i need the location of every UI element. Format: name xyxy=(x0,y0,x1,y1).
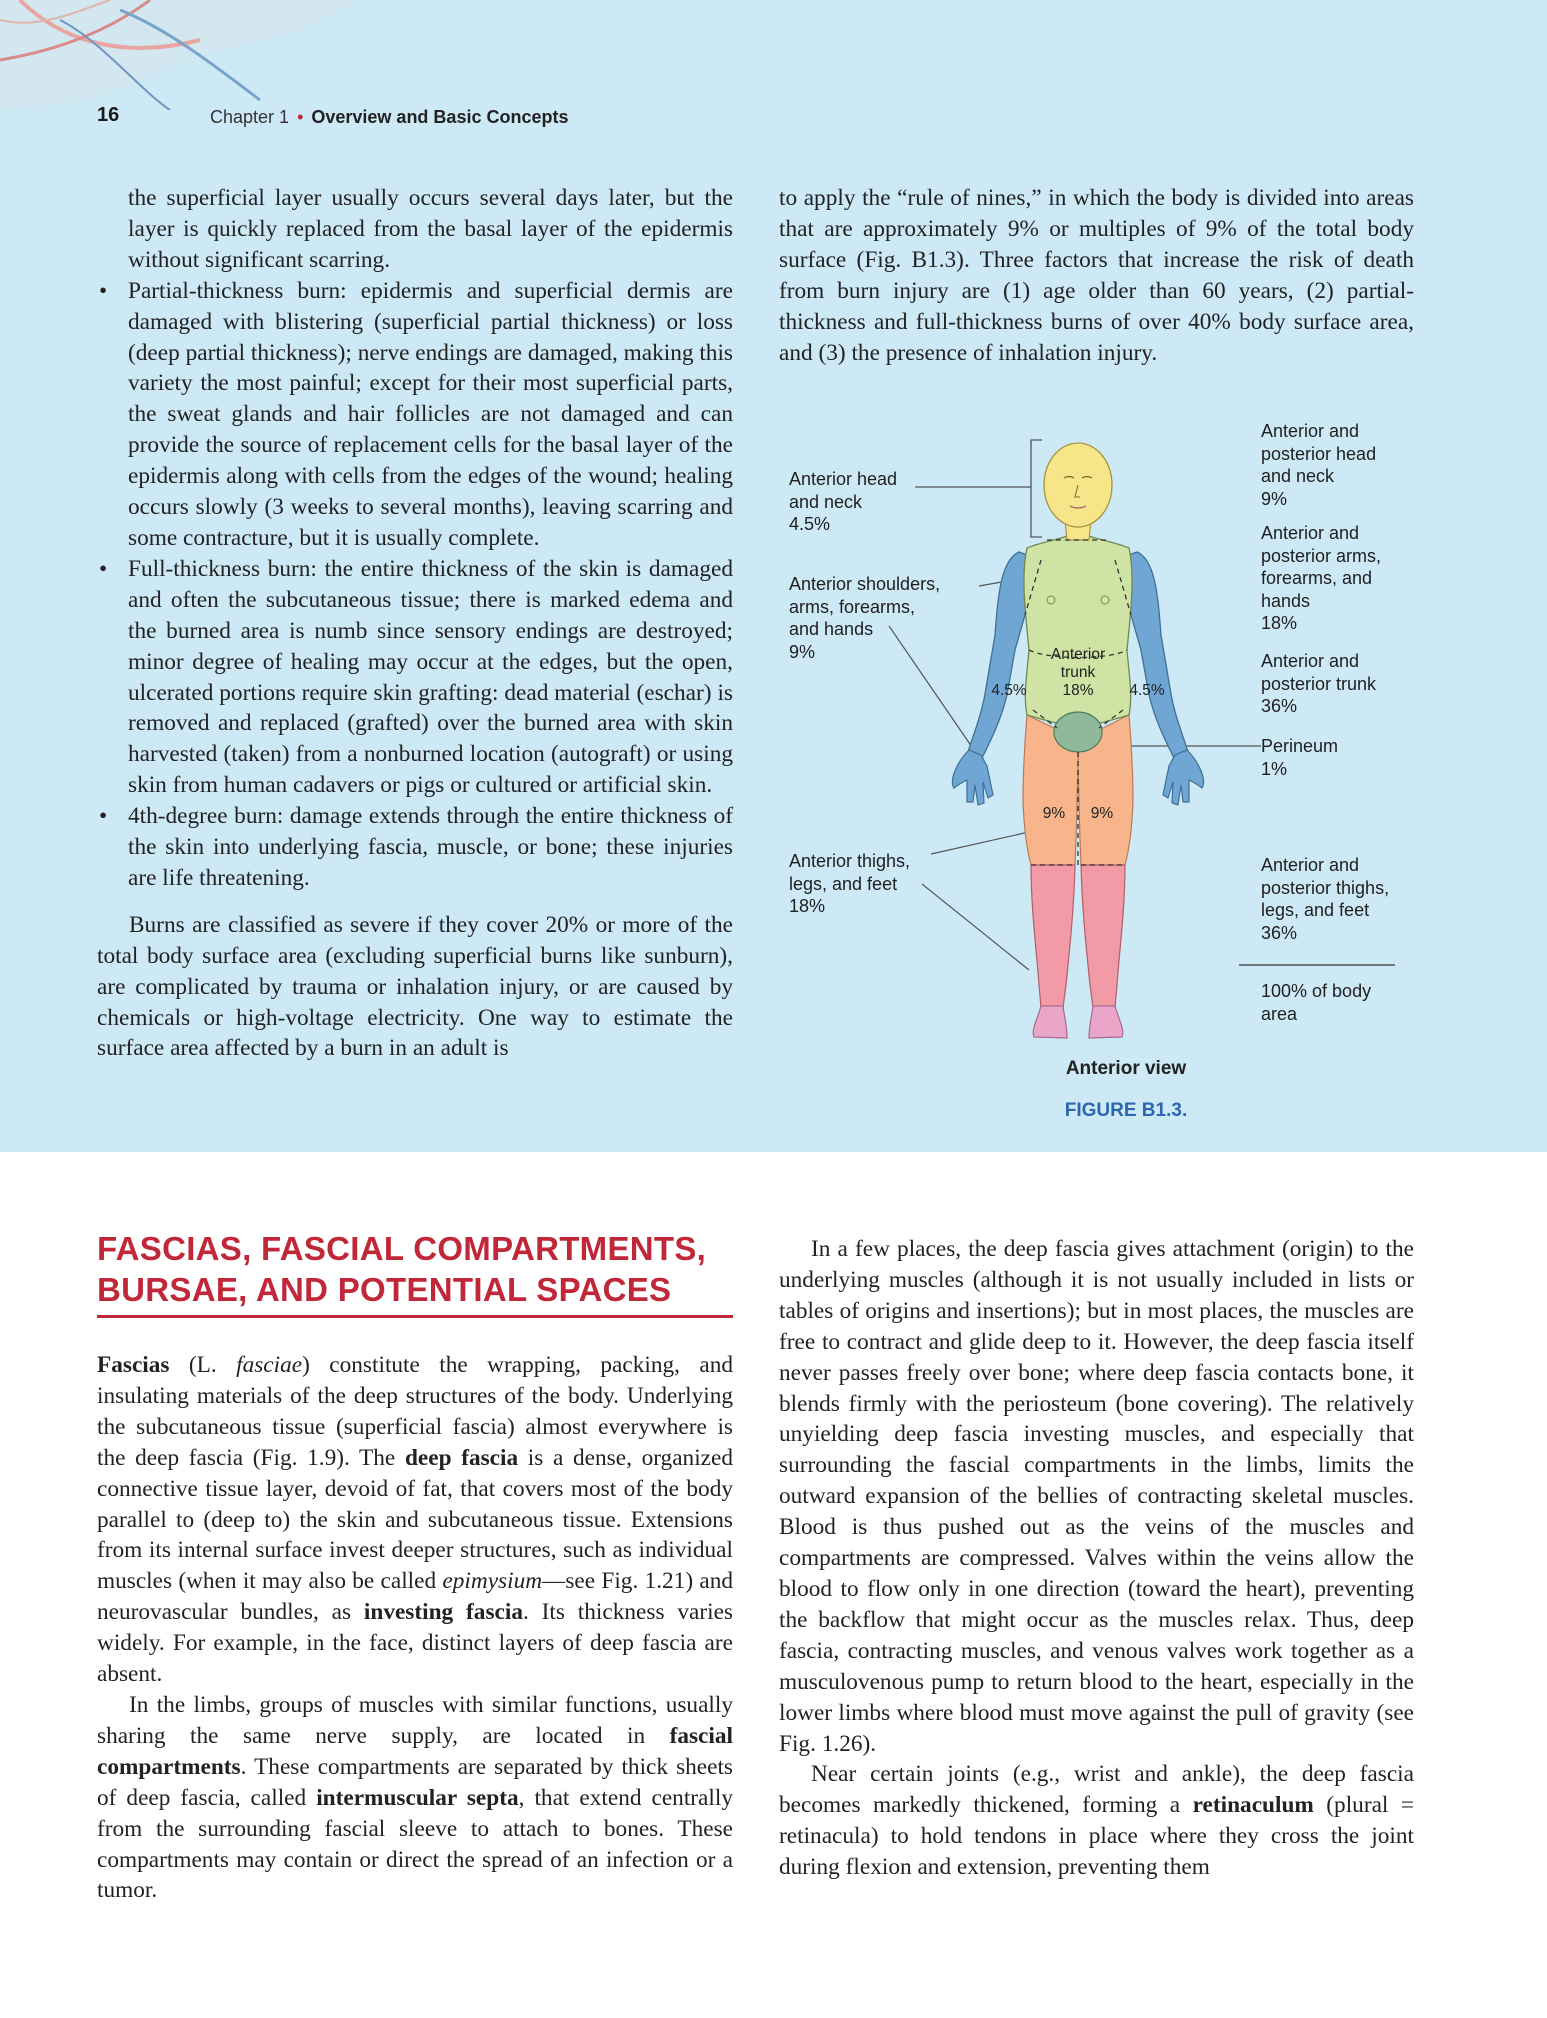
label-leg-right-percent: 9% xyxy=(1090,805,1114,822)
label-arm-left-percent: 4.5% xyxy=(991,682,1027,699)
list-item: • 4th-degree burn: damage extends through the entire thickness of the skin into underlying fascia, muscle, or bone; these injuries are life threatening. xyxy=(97,801,733,894)
chapter-title: Overview and Basic Concepts xyxy=(311,107,569,127)
fascias-right-column xyxy=(779,1234,1414,1883)
term-epimysium: epimysium xyxy=(442,1568,543,1595)
running-head-separator: • xyxy=(297,107,304,127)
term-fasciae: fasciae xyxy=(236,1352,303,1378)
label-body-total: 100% of body area xyxy=(1261,981,1372,1024)
compartments-paragraph: In the limbs, groups of muscles with similar functions, usually sharing the same nerve supply, are located in fascial compartments. These compartments are separated by thick sheets of deep fascia, called intermuscular septa, that extend centrally from the surrounding fascial sleeve to attach to bones. These compartments may contain or direct the spread of an infection or a tumor. xyxy=(97,1691,733,1904)
burn-types-list xyxy=(97,276,733,894)
running-head xyxy=(210,107,568,128)
burn-severity-paragraph: Burns are classified as severe if they cover 20% or more of the total body surface area (excluding superficial burns like sunburn), are complicated by trauma or inhalation injury, or are caused by chemicals or high-voltage electricity. One way to estimate the surface area affected by a burn in an adult is xyxy=(97,911,733,1062)
figure-rule-of-nines xyxy=(779,410,1419,1130)
label-anterior-thighs: Anterior thighs, legs, and feet 18% xyxy=(789,851,911,916)
burn-superficial-continuation: the superficial layer usually occurs several days later, but the layer is quickly replaced from the basal layer of the epidermis without significant scarring. xyxy=(128,185,733,273)
list-item: • Full-thickness burn: the entire thickness of the skin is damaged and often the subcutaneous tissue; there is marked edema and the burned area is numb since sensory endings are destroyed; minor degree of healing may occur at the edges, but the open, ulcerated portions require skin grafting: dead material (eschar) is removed and replaced (grafted) over the burned area with skin harvested (taken) from a nonburned location (autograft) or using skin from human cadavers or pigs or cultured or artificial skin. xyxy=(97,554,733,801)
label-leg-left-percent: 9% xyxy=(1042,805,1066,822)
term-fascial-compartments: fascial compartments xyxy=(97,1722,733,1780)
chapter-label: Chapter 1 xyxy=(210,107,290,127)
label-anterior-head: Anterior head and neck 4.5% xyxy=(789,469,898,534)
label-trunk-total: Anterior and posterior trunk 36% xyxy=(1261,651,1377,716)
retinaculum-paragraph: Near certain joints (e.g., wrist and ankle), the deep fascia becomes markedly thickened, forming a retinaculum (plural = retinacula) to hold tendons in place where they cross the joint during flexion and extension, preventing them xyxy=(779,1761,1414,1881)
figure-view-label: Anterior view xyxy=(1065,1058,1187,1079)
figure-caption: FIGURE B1.3. xyxy=(1064,1100,1188,1121)
section-heading: FASCIAS, FASCIAL COMPARTMENTS, BURSAE, AND POTENTIAL SPACES xyxy=(97,1230,707,1308)
list-item: • Partial-thickness burn: epidermis and superficial dermis are damaged with blistering (superficial partial thickness) or loss (deep partial thickness); nerve endings are damaged, making this variety the most painful; except for their most superficial parts, the sweat glands and hair follicles are not damaged and can provide the source of replacement cells for the basal layer of the epidermis along with cells from the edges of the wound; healing occurs slowly (3 weeks to several months), leaving scarring and some contracture, but it is usually complete. xyxy=(97,276,733,554)
label-head-total: Anterior and posterior head and neck 9% xyxy=(1261,421,1377,509)
term-fascias: Fascias xyxy=(97,1352,170,1378)
musculovenous-paragraph: In a few places, the deep fascia gives attachment (origin) to the underlying muscles (although it is not usually included in lists or tables of origins and insertions); but in most places, the muscles are free to contract and glide deep to it. However, the deep fascia itself never passes freely over bone; where deep fascia contacts bone, it blends firmly with the periosteum (bone covering). The relatively unyielding deep fascia investing muscles, and especially that surrounding the fascial compartments in the limbs, limits the outward expansion of the bellies of contracting skeletal muscles. Blood is thus pushed out as the veins of the muscles and compartments are compressed. Valves within the veins allow the blood to flow only in one direction (toward the heart), preventing the backflow that might occur as the muscles relax. Thus, deep fascia, contracting muscles, and venous valves work together as a musculovenous pump to return blood to the heart, especially in the lower limbs where blood must move against the pull of gravity (see Fig. 1.26). xyxy=(779,1236,1414,1757)
label-arm-right-percent: 4.5% xyxy=(1129,682,1165,699)
clinical-box-left-column xyxy=(97,183,733,1064)
term-investing-fascia: investing fascia xyxy=(363,1599,523,1626)
fascias-left-column xyxy=(97,1350,733,1906)
clinical-box-right-column xyxy=(779,183,1414,368)
label-arms-total: Anterior and posterior arms, forearms, and hands 18% xyxy=(1261,523,1382,633)
term-retinaculum: retinaculum xyxy=(1192,1792,1314,1819)
label-trunk-percent: Anterior trunk 18% xyxy=(1050,646,1106,699)
term-intermuscular-septa: intermuscular septa xyxy=(316,1784,519,1811)
anatomy-corner-illustration xyxy=(0,0,360,110)
label-thighs-total: Anterior and posterior thighs, legs, and feet 36% xyxy=(1261,855,1390,943)
term-deep-fascia: deep fascia xyxy=(404,1444,519,1471)
rule-of-nines-paragraph: to apply the “rule of nines,” in which the body is divided into areas that are approximately 9% or multiples of 9% of the total body surface (Fig. B1.3). Three factors that increase the risk of death from burn injury are (1) age older than 60 years, (2) partial-thickness and full-thickness burns of over 40% body surface area, and (3) the presence of inhalation injury. xyxy=(779,185,1414,366)
section-heading-rule xyxy=(97,1315,733,1318)
label-perineum: Perineum 1% xyxy=(1261,736,1339,779)
label-anterior-shoulders: Anterior shoulders, arms, forearms, and hands 9% xyxy=(789,574,941,662)
page-number: 16 xyxy=(97,104,120,126)
fascias-paragraph: Fascias (L. fasciae) constitute the wrapping, packing, and insulating materials of the deep structures of the body. Underlying the subcutaneous tissue (superficial fascia) almost everywhere is the deep fascia (Fig. 1.9). The deep fascia is a dense, organized connective tissue layer, devoid of fat, that covers most of the body parallel to (deep to) the skin and subcutaneous tissue. Extensions from its internal surface invest deeper structures, such as individual muscles (when it may also be called epimysium—see Fig. 1.21) and neurovascular bundles, as investing fascia. Its thickness varies widely. For example, in the face, distinct layers of deep fascia are absent. xyxy=(97,1352,733,1688)
